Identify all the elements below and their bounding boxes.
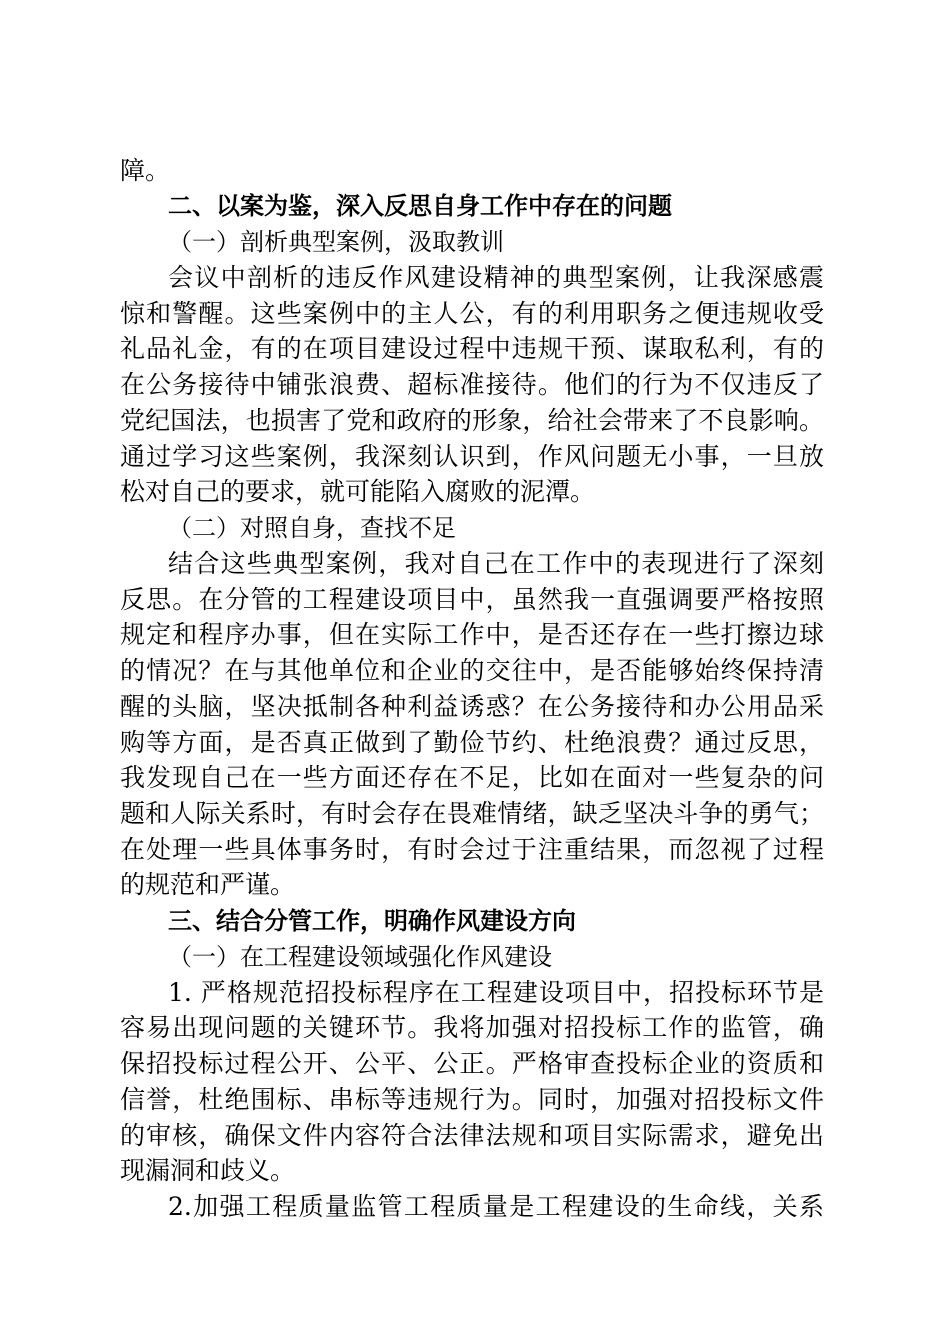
section-heading-3: 三、结合分管工作，明确作风建设方向 (168, 907, 576, 935)
paragraph-line: 在公务接待中铺张浪费、超标准接待。他们的行为不仅违反了 (120, 370, 824, 399)
paragraph-line: 信誉，杜绝围标、串标等违规行为。同时，加强对招投标文件 (120, 1085, 824, 1114)
paragraph-line: 的情况？在与其他单位和企业的交往中，是否能够始终保持清 (120, 656, 824, 685)
paragraph-line: 购等方面，是否真正做到了勤俭节约、杜绝浪费？通过反思， (120, 728, 824, 757)
paragraph-line: 障。 (120, 156, 171, 185)
paragraph-line: 现漏洞和歧义。 (120, 1156, 296, 1185)
paragraph-line: 的审核，确保文件内容符合法律法规和项目实际需求，避免出 (120, 1121, 824, 1150)
paragraph-line: 容易出现问题的关键环节。我将加强对招投标工作的监管，确 (120, 1013, 824, 1042)
paragraph-line: 的规范和严谨。 (120, 870, 296, 899)
subsection-heading-2-2: （二）对照自身，查找不足 (168, 514, 456, 542)
paragraph-line: 醒的头脑，坚决抵制各种利益诱惑？在公务接待和办公用品采 (120, 692, 824, 721)
paragraph-line: 1. 严格规范招投标程序在工程建设项目中，招投标环节是 (168, 978, 824, 1007)
paragraph-line: 惊和警醒。这些案例中的主人公，有的利用职务之便违规收受 (120, 299, 824, 328)
subsection-heading-3-1: （一）在工程建设领域强化作风建设 (168, 943, 552, 971)
paragraph-line: 保招投标过程公开、公平、公正。严格审查投标企业的资质和 (120, 1049, 824, 1078)
paragraph-line: 反思。在分管的工程建设项目中，虽然我一直强调要严格按照 (120, 585, 824, 614)
paragraph-line: 题和人际关系时，有时会存在畏难情绪，缺乏坚决斗争的勇气； (120, 799, 824, 828)
paragraph-line: 在处理一些具体事务时，有时会过于注重结果，而忽视了过程 (120, 835, 824, 864)
paragraph-line: 结合这些典型案例，我对自己在工作中的表现进行了深刻 (168, 549, 824, 578)
paragraph-line: 通过学习这些案例，我深刻认识到，作风问题无小事，一旦放 (120, 442, 824, 471)
paragraph-line: 会议中剖析的违反作风建设精神的典型案例，让我深感震 (168, 263, 824, 292)
paragraph-line: 我发现自己在一些方面还存在不足，比如在面对一些复杂的问 (120, 763, 824, 792)
paragraph-line: 规定和程序办事，但在实际工作中，是否还存在一些打擦边球 (120, 620, 824, 649)
section-heading-2: 二、以案为鉴，深入反思自身工作中存在的问题 (168, 192, 672, 220)
paragraph-line: 礼品礼金，有的在项目建设过程中违规干预、谋取私利，有的 (120, 334, 824, 363)
paragraph-line: 2.加强工程质量监管工程质量是工程建设的生命线，关系 (168, 1192, 824, 1221)
paragraph-line: 松对自己的要求，就可能陷入腐败的泥潭。 (120, 477, 596, 506)
paragraph-line: 党纪国法，也损害了党和政府的形象，给社会带来了不良影响。 (120, 406, 824, 435)
subsection-heading-2-1: （一）剖析典型案例，汲取教训 (168, 228, 504, 256)
